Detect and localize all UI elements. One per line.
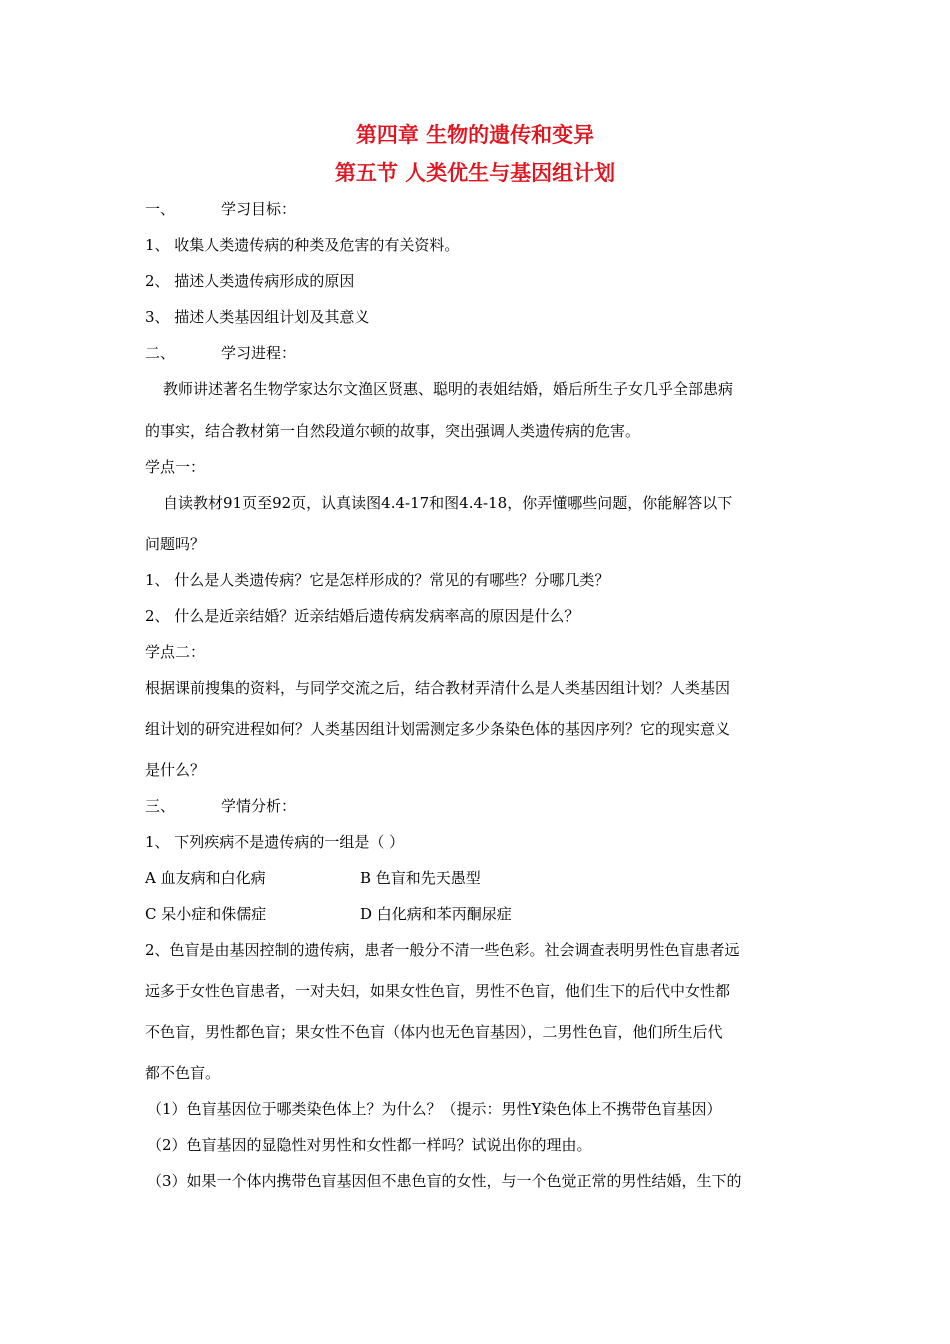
study-point-1-text: 问题吗？ xyxy=(145,535,206,553)
question-1-stem: 1、 下列疾病不是遗传病的一组是（ ） xyxy=(145,833,405,851)
part3-heading-text: 学情分析： xyxy=(221,797,297,815)
intro-paragraph-line: 教师讲述著名生物学家达尔文渔区贤惠、聪明的表姐结婚，婚后所生子女几乎全部患病 xyxy=(163,380,734,398)
question-2-text: 都不色盲。 xyxy=(145,1064,221,1082)
study-point-1-label: 学点一： xyxy=(145,458,206,476)
question-2-text: 2、色盲是由基因控制的遗传病，患者一般分不清一些色彩。社会调查表明男性色盲患者远 xyxy=(145,941,740,959)
part1-number: 一、 xyxy=(145,200,176,218)
part1-heading xyxy=(145,198,296,220)
study-point-2-text: 组计划的研究进程如何？人类基因组计划需测定多少条染色体的基因序列？它的现实意义 xyxy=(145,720,731,738)
part1-heading-text: 学习目标： xyxy=(221,200,297,218)
study-point-1-text: 自读教材91页至92页，认真读图4.4-17和图4.4-18，你弄懂哪些问题，你能解答以下 xyxy=(163,494,733,512)
option-a: A 血友病和白化病 xyxy=(145,869,266,887)
question-2-subquestion: （1）色盲基因位于哪类染色体上？为什么？（提示：男性Y染色体上不携带色盲基因） xyxy=(147,1100,722,1118)
part2-number: 二、 xyxy=(145,344,176,362)
question-2-subquestion: （2）色盲基因的显隐性对男性和女性都一样吗？试说出你的理由。 xyxy=(147,1136,592,1154)
study-point-2-text: 是什么？ xyxy=(145,761,206,779)
question-2-text: 不色盲，男性都色盲；果女性不色盲（体内也无色盲基因），二男性色盲，他们所生后代 xyxy=(145,1023,723,1041)
goal-item: 3、 描述人类基因组计划及其意义 xyxy=(145,308,370,326)
goal-item: 1、 收集人类遗传病的种类及危害的有关资料。 xyxy=(145,236,460,254)
study-point-1-question: 1、 什么是人类遗传病？它是怎样形成的？常见的有哪些？分哪几类？ xyxy=(145,571,610,589)
part2-heading xyxy=(145,342,296,364)
question-2-subquestion: （3）如果一个体内携带色盲基因但不患色盲的女性，与一个色觉正常的男性结婚，生下的 xyxy=(147,1172,742,1190)
option-d: D 白化病和苯丙酮尿症 xyxy=(360,905,512,923)
part2-heading-text: 学习进程： xyxy=(221,344,297,362)
intro-paragraph-line: 的事实，结合教材第一自然段道尔顿的故事，突出强调人类遗传病的危害。 xyxy=(145,422,641,440)
chapter-title: 第四章 生物的遗传和变异 xyxy=(355,122,595,147)
study-point-2-label: 学点二： xyxy=(145,643,206,661)
option-c: C 呆小症和侏儒症 xyxy=(145,905,267,923)
option-b: B 色盲和先天愚型 xyxy=(360,869,481,887)
section-title: 第五节 人类优生与基因组计划 xyxy=(334,160,616,185)
part3-number: 三、 xyxy=(145,797,176,815)
part3-heading xyxy=(145,795,296,817)
study-point-1-question: 2、 什么是近亲结婚？近亲结婚后遗传病发病率高的原因是什么？ xyxy=(145,607,580,625)
question-2-text: 远多于女性色盲患者，一对夫妇，如果女性色盲，男性不色盲，他们生下的后代中女性都 xyxy=(145,982,731,1000)
goal-item: 2、 描述人类遗传病形成的原因 xyxy=(145,272,355,290)
study-point-2-text: 根据课前搜集的资料，与同学交流之后，结合教材弄清什么是人类基因组计划？人类基因 xyxy=(145,679,731,697)
